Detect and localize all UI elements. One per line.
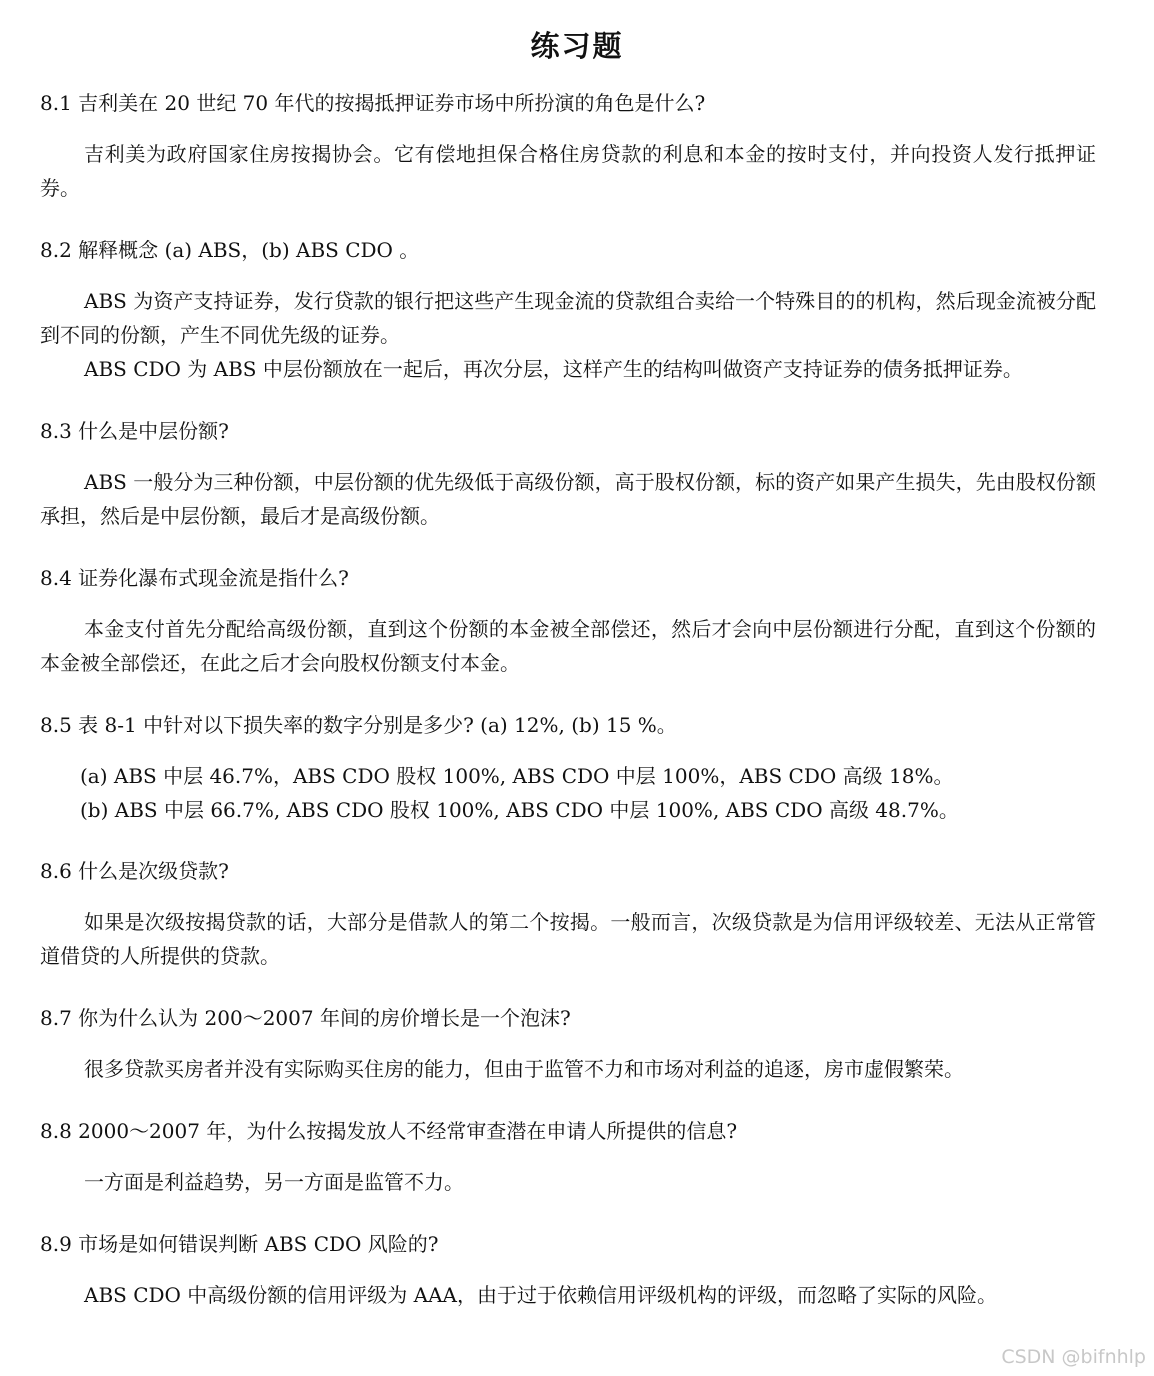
answer-text: ABS CDO 中高级份额的信用评级为 AAA，由于过于依赖信用评级机构的评级，而忽略了实际的风险。 xyxy=(84,1283,997,1307)
question-8-5 xyxy=(40,711,1096,827)
question-8-1 xyxy=(40,89,1096,205)
question-8-8 xyxy=(40,1117,1096,1199)
answer-text: 本金支付首先分配给高级份额，直到这个份额的本金被全部偿还，然后才会向中层份额进行分配，直到这个份额的本金被全部偿还，在此之后才会向股权份额支付本金。 xyxy=(40,617,1096,675)
answer-text: 很多贷款买房者并没有实际购买住房的能力，但由于监管不力和市场对利益的追逐，房市虚假繁荣。 xyxy=(84,1057,964,1081)
question-text: 8.1 吉利美在 20 世纪 70 年代的按揭抵押证券市场中所扮演的角色是什么? xyxy=(40,91,706,115)
question-8-9 xyxy=(40,1230,1096,1312)
question-text: 8.7 你为什么认为 200～2007 年间的房价增长是一个泡沫? xyxy=(40,1006,571,1030)
answer-text: 如果是次级按揭贷款的话，大部分是借款人的第二个按揭。一般而言，次级贷款是为信用评级较差、无法从正常管道借贷的人所提供的贷款。 xyxy=(40,910,1096,968)
answer-text: 吉利美为政府国家住房按揭协会。它有偿地担保合格住房贷款的利息和本金的按时支付，并向投资人发行抵押证券。 xyxy=(40,142,1096,200)
answer-text: ABS CDO 为 ABS 中层份额放在一起后，再次分层，这样产生的结构叫做资产支持证券的债务抵押证券。 xyxy=(84,357,1023,381)
answer-text: ABS 为资产支持证券，发行贷款的银行把这些产生现金流的贷款组合卖给一个特殊目的的机构，然后现金流被分配到不同的份额，产生不同优先级的证券。 xyxy=(40,289,1096,347)
question-text: 8.6 什么是次级贷款? xyxy=(40,859,229,883)
watermark: CSDN @bifnhlp xyxy=(1001,1346,1146,1368)
answer-option-a: (a) ABS 中层 46.7%，ABS CDO 股权 100%, ABS CDO 中层 100%，ABS CDO 高级 18%。 xyxy=(80,764,954,788)
question-text: 8.4 证券化瀑布式现金流是指什么? xyxy=(40,566,349,590)
question-text: 8.9 市场是如何错误判断 ABS CDO 风险的? xyxy=(40,1232,439,1256)
question-8-3 xyxy=(40,417,1096,533)
page-title: 练习题 xyxy=(530,29,624,63)
question-8-4 xyxy=(40,564,1096,680)
question-8-6 xyxy=(40,857,1096,973)
question-text: 8.8 2000～2007 年，为什么按揭发放人不经常审查潜在申请人所提供的信息? xyxy=(40,1119,738,1143)
question-8-2 xyxy=(40,236,1096,386)
question-text: 8.5 表 8-1 中针对以下损失率的数字分别是多少? (a) 12%, (b) 15 %。 xyxy=(40,713,677,737)
question-text: 8.2 解释概念 (a) ABS，(b) ABS CDO 。 xyxy=(40,238,420,262)
question-8-7 xyxy=(40,1004,1096,1086)
question-text: 8.3 什么是中层份额? xyxy=(40,419,229,443)
answer-option-b: (b) ABS 中层 66.7%, ABS CDO 股权 100%, ABS CDO 中层 100%, ABS CDO 高级 48.7%。 xyxy=(80,798,959,822)
answer-text: ABS 一般分为三种份额，中层份额的优先级低于高级份额，高于股权份额，标的资产如果产生损失，先由股权份额承担，然后是中层份额，最后才是高级份额。 xyxy=(40,470,1096,528)
answer-text: 一方面是利益趋势，另一方面是监管不力。 xyxy=(84,1170,464,1194)
